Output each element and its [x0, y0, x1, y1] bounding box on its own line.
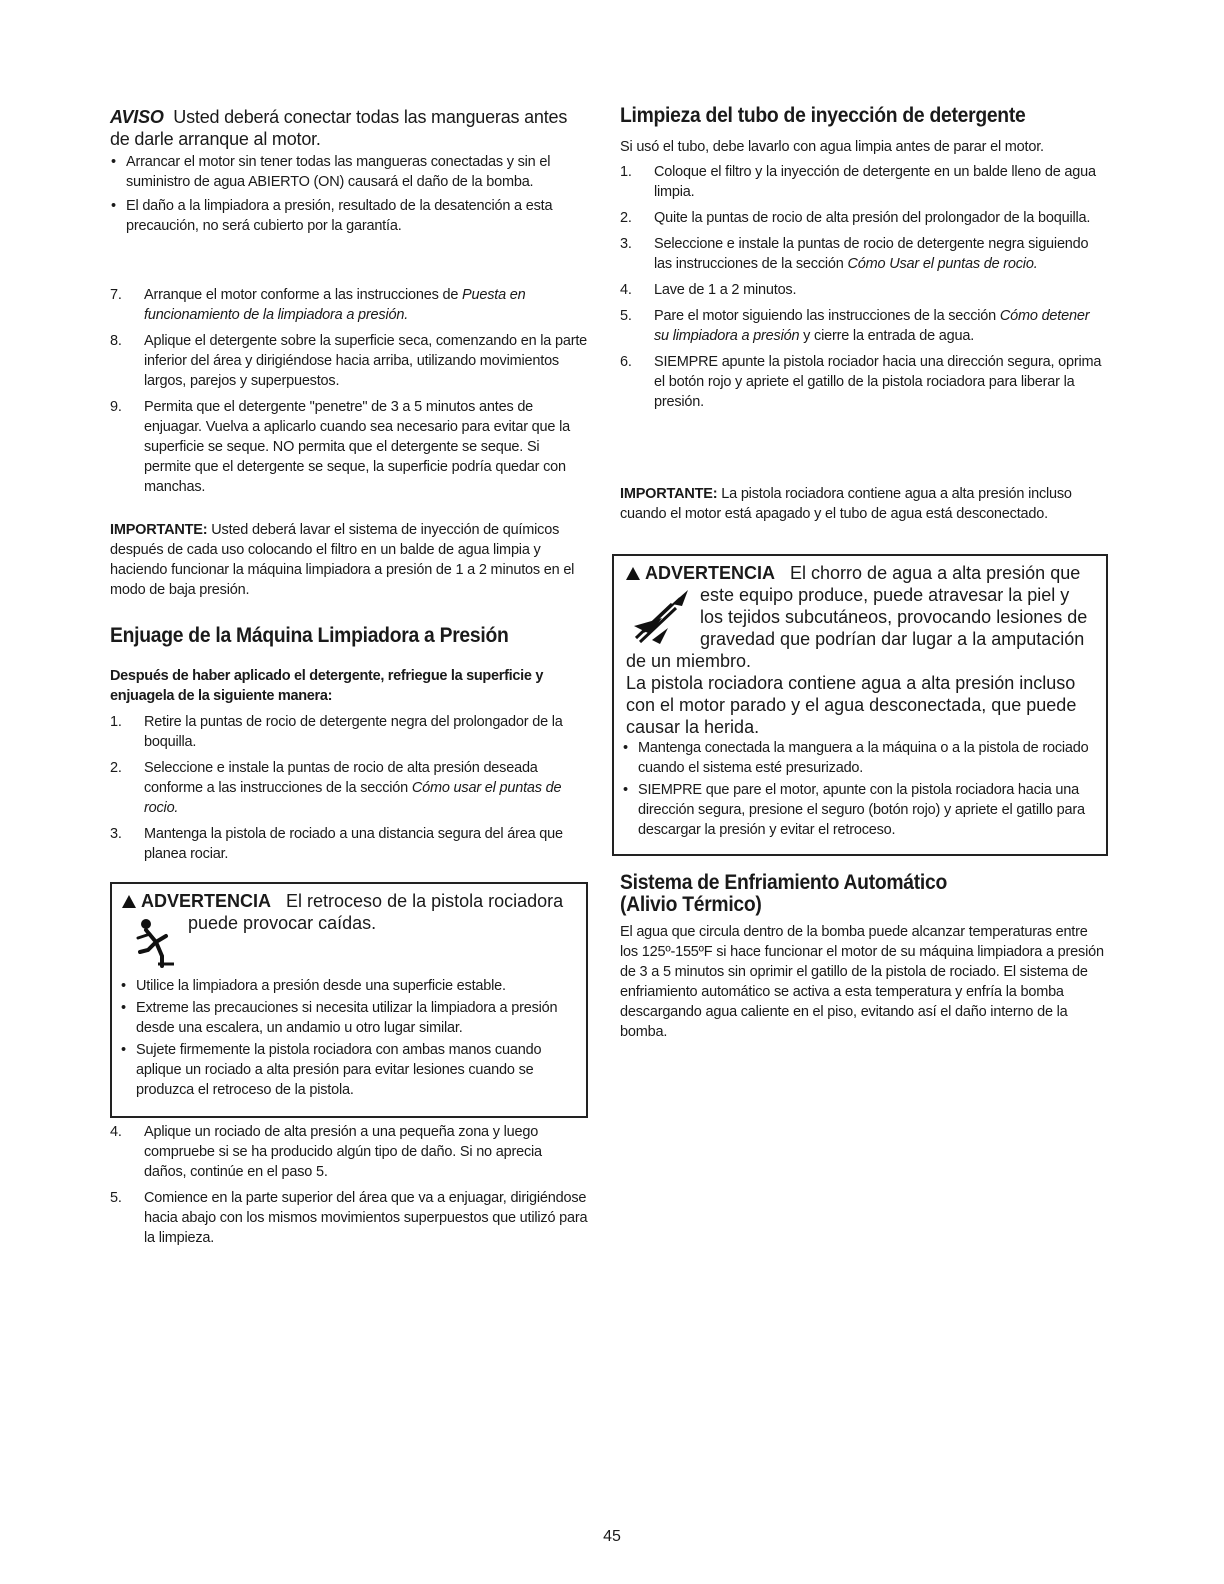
step-text: Seleccione e instale la puntas de rocio de detergente negra siguiendo las instrucciones de la sección: [654, 236, 1089, 272]
section-heading: Enjuage de la Máquina Limpiadora a Presión: [110, 624, 509, 647]
step-number: 7.: [110, 287, 122, 303]
step-number: 4.: [110, 1124, 122, 1140]
step-text: Aplique el detergente sobre la superficie seca, comenzando en la parte inferior del área y dirigiéndose hacia arriba, utilizando movimientos largos, parejos y superpuestos.: [144, 333, 588, 389]
list-item: • Extreme las precauciones si necesita utilizar la limpiadora a presión desde una escalera, un andamio u otro lugar similar.: [120, 998, 578, 1038]
warning-label: ADVERTENCIA: [141, 891, 272, 911]
heading-line: (Alivio Térmico): [620, 893, 762, 916]
step-number: 2.: [620, 210, 632, 226]
aviso-label: AVISO: [110, 107, 164, 127]
aviso-notice: [110, 106, 588, 150]
importante-note: [110, 520, 588, 600]
warning-line: los tejidos subcutáneos, provocando lesiones de: [700, 607, 1088, 627]
heading-line: Sistema de Enfriamiento Automático: [620, 871, 948, 894]
importante-note: [620, 484, 1108, 524]
fall-hazard-icon: [136, 916, 180, 968]
warning-body: [626, 650, 1096, 738]
recoil-warning-box: [110, 882, 588, 1118]
section-intro: Si usó el tubo, debe lavarlo con agua limpia antes de parar el motor.: [620, 139, 1044, 155]
step-number: 3.: [110, 826, 122, 842]
step-text: Seleccione e instale la puntas de rocio de alta presión deseada conforme a las instrucciones de la sección: [144, 760, 538, 796]
aviso-text: Usted deberá conectar todas las mangueras antes de darle arranque al motor.: [110, 107, 568, 149]
section-heading: [620, 872, 1069, 916]
step-text: Mantenga la pistola de rociado a una distancia segura del área que planea rociar.: [144, 826, 563, 862]
step-number: 5.: [620, 308, 632, 324]
list-item: • Arrancar el motor sin tener todas las mangueras conectadas y sin el suministro de agua ABIERTO (ON) causará el daño de la bomba.: [110, 152, 588, 192]
warning-line: de un miembro.: [626, 651, 752, 671]
step-text: Comience en la parte superior del área que va a enjuagar, dirigiéndose hacia abajo con los mismos movimientos superpuestos que utilizó para la limpieza.: [144, 1190, 588, 1246]
step-ref: Cómo usar el puntas de rocio.: [144, 780, 562, 816]
list-item: [620, 208, 1108, 228]
step-text: Pare el motor siguiendo las instrucciones de la sección: [654, 308, 1000, 324]
step-number: 2.: [110, 760, 122, 776]
step-text: Retire la puntas de rocio de detergente negra del prolongador de la boquilla.: [144, 714, 563, 750]
section-subheading: Después de haber aplicado el detergente, refriegue la superficie y enjuagela de la siguiente manera:: [110, 668, 544, 704]
step-text: Coloque el filtro y la inyección de detergente en un balde lleno de agua limpia.: [654, 164, 1096, 200]
list-item: [110, 331, 588, 391]
warning-triangle-icon: [626, 567, 640, 580]
importante-text: Usted deberá lavar el sistema de inyección de químicos después de cada uso colocando el filtro en un balde de agua limpia y haciendo funcionar la máquina limpiadora a presión de 1 a 2 minutos en el modo de baja presión.: [110, 522, 575, 598]
steps-7-9: [110, 285, 588, 497]
step-text-after: y cierre la entrada de agua.: [799, 328, 975, 344]
warning-bullets: [120, 976, 578, 1100]
injection-warning-box: [612, 554, 1108, 856]
warning-lines: [700, 584, 1087, 650]
importante-text: La pistola rociadora contiene agua a alta presión incluso cuando el motor está apagado y el tubo de agua está desconectado.: [620, 486, 1072, 522]
step-number: 9.: [110, 399, 122, 415]
step-text: Aplique un rociado de alta presión a una pequeña zona y luego compruebe si se ha producido algún tipo de daño. Si no aprecia daños, continúe en el paso 5.: [144, 1124, 542, 1180]
step-number: 8.: [110, 333, 122, 349]
warning-line: El chorro de agua a alta presión que: [790, 563, 1081, 583]
list-item: [110, 824, 588, 864]
step-ref: Cómo detener su limpiadora a presión: [654, 308, 1090, 344]
warning-line: El retroceso de la pistola rociadora: [286, 891, 564, 911]
step-number: 6.: [620, 354, 632, 370]
list-item: [110, 758, 588, 818]
step-text: Arranque el motor conforme a las instrucciones de: [144, 287, 463, 303]
list-item: • Sujete firmemente la pistola rociadora con ambas manos cuando aplique un rociado a alta presión para evitar lesiones cuando se produzca el retroceso de la pistola.: [120, 1040, 578, 1100]
list-item: [110, 712, 588, 752]
warning-line: puede provocar caídas.: [188, 913, 377, 933]
steps-1-6: [620, 162, 1108, 412]
step-number: 5.: [110, 1190, 122, 1206]
step-text: SIEMPRE apunte la pistola rociador hacia una dirección segura, oprima el botón rojo y apriete el gatillo de la pistola rociadora para liberar la presión.: [654, 354, 1102, 410]
list-item: [620, 280, 1108, 300]
list-item: [620, 352, 1108, 412]
warning-line: este equipo produce, puede atravesar la piel y: [700, 585, 1070, 605]
step-text: Lave de 1 a 2 minutos.: [654, 282, 797, 298]
page-number: 45: [603, 1528, 621, 1545]
warning-bullets: [622, 738, 1098, 840]
warning-line: gravedad que podrían dar lugar a la amputación: [700, 629, 1085, 649]
step-ref: Cómo Usar el puntas de rocio.: [847, 256, 1038, 272]
list-item: • SIEMPRE que pare el motor, apunte con la pistola rociadora hacia una dirección segura, presione el seguro (botón rojo) y apriete el gatillo para descargar la presión y evitar el retroceso.: [622, 780, 1098, 840]
list-item: • Utilice la limpiadora a presión desde una superficie estable.: [120, 976, 578, 996]
step-text: Permita que el detergente "penetre" de 3 a 5 minutos antes de enjuagar. Vuelva a aplicarlo cuando sea necesario para evitar que la superficie se seque. NO permita que el detergente se seque. Si permite que el detergente se seque, la superficie podría quedar con manchas.: [144, 399, 570, 495]
list-item: [110, 1122, 588, 1182]
importante-label: IMPORTANTE:: [110, 522, 208, 538]
steps-4-5: [110, 1122, 588, 1248]
list-item: [620, 162, 1108, 202]
list-item: [620, 234, 1108, 274]
step-number: 1.: [110, 714, 122, 730]
list-item: • El daño a la limpiadora a presión, resultado de la desatención a esta precaución, no será cubierto por la garantía.: [110, 196, 588, 236]
step-number: 1.: [620, 164, 632, 180]
step-number: 3.: [620, 236, 632, 252]
injection-hazard-icon: [632, 588, 694, 646]
warning-header: [626, 562, 1080, 584]
list-item: [110, 397, 588, 497]
list-item: [620, 306, 1108, 346]
list-item: [110, 1188, 588, 1248]
section-heading: Limpieza del tubo de inyección de detergente: [620, 104, 1026, 127]
step-text: Quite la puntas de rocio de alta presión del prolongador de la boquilla.: [654, 210, 1091, 226]
step-ref: Puesta en funcionamiento de la limpiadora a presión.: [144, 287, 526, 323]
steps-1-3: [110, 712, 588, 864]
warning-triangle-icon: [122, 895, 136, 908]
aviso-bullets: [110, 152, 588, 236]
warning-label: ADVERTENCIA: [645, 563, 776, 583]
list-item: • Mantenga conectada la manguera a la máquina o a la pistola de rociado cuando el sistema esté presurizado.: [622, 738, 1098, 778]
importante-label: IMPORTANTE:: [620, 486, 718, 502]
step-number: 4.: [620, 282, 632, 298]
list-item: [110, 285, 588, 325]
cooling-paragraph: El agua que circula dentro de la bomba puede alcanzar temperaturas entre los 125º-155ºF si hace funcionar el motor de su máquina limpiadora a presión de 3 a 5 minutos sin oprimir el gatillo de la pistola de rociado. El sistema de enfriamiento automático se activa a esta temperatura y enfría la bomba descargando agua caliente en el piso, evitando así el daño interno de la bomba.: [620, 924, 1104, 1040]
warning-header: [122, 890, 563, 912]
warning-paragraph: La pistola rociadora contiene agua a alta presión incluso con el motor parado y el agua desconectada, que puede causar la herida.: [626, 673, 1077, 737]
